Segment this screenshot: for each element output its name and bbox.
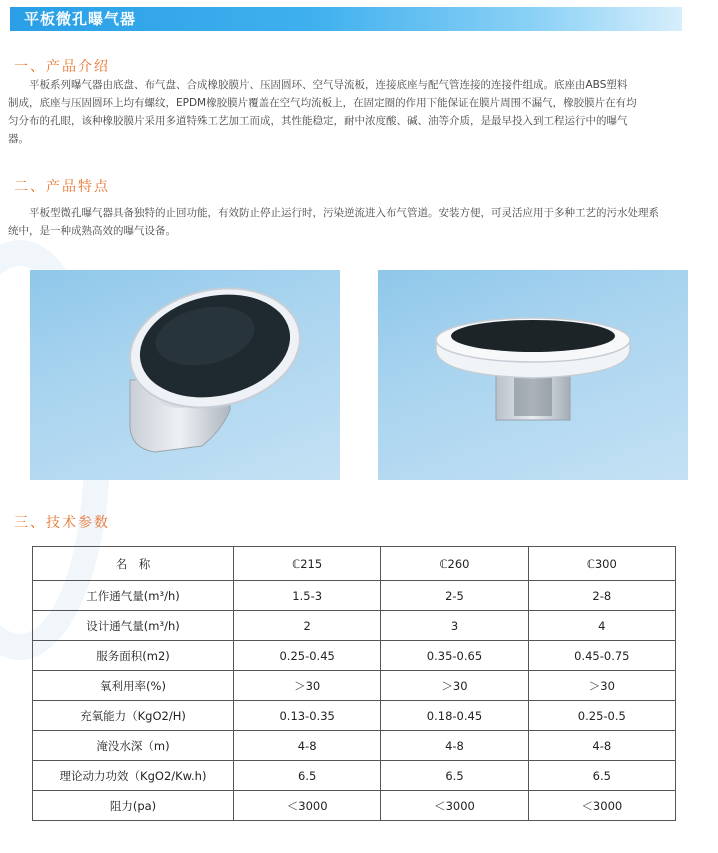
intro-line: 制成，底座与压固圆环上均有螺纹，EPDM橡胶膜片覆盖在空气均流板上，在固定圈的作用下能保证在膜片周围不漏气，橡胶膜片在有均: [8, 97, 637, 109]
spec-value-cell: 1.5-3: [234, 581, 381, 611]
features-paragraph: [8, 204, 698, 240]
spec-label-cell: 理论动力功效（KgO2/Kw.h): [33, 761, 234, 791]
spec-header-cell: ℂ215: [234, 547, 381, 581]
intro-paragraph: [8, 76, 698, 148]
spec-table: [32, 546, 676, 821]
spec-value-cell: 2-8: [528, 581, 675, 611]
spec-value-cell: ＜3000: [234, 791, 381, 821]
intro-line: 平板系列曝气器由底盘、布气盘、合成橡胶膜片、压固圆环、空气导流板，连接底座与配气管连接的连接件组成。底座由ABS塑料: [29, 79, 628, 91]
spec-label-cell: 淹没水深（m): [33, 731, 234, 761]
features-line: 平板型微孔曝气器具备独特的止回功能，有效防止停止运行时，污染逆流进入布气管道。安装方便，可灵活应用于多种工艺的污水处理系: [29, 207, 659, 219]
spec-value-cell: 3: [381, 611, 528, 641]
section-heading-features: 二、产品特点: [14, 179, 110, 195]
spec-header-cell: ℂ260: [381, 547, 528, 581]
table-row: [33, 641, 676, 671]
table-row: [33, 791, 676, 821]
spec-value-cell: 0.18-0.45: [381, 701, 528, 731]
spec-label-cell: 阻力(pa): [33, 791, 234, 821]
aerator-disc-photo-side: [378, 270, 688, 480]
table-row: [33, 611, 676, 641]
spec-value-cell: ＜3000: [528, 791, 675, 821]
section-heading-intro: 一、产品介绍: [14, 59, 110, 75]
spec-value-cell: 2: [234, 611, 381, 641]
section-heading-specs: 三、技术参数: [14, 515, 110, 531]
spec-header-cell: 名 称: [33, 547, 234, 581]
aerator-disc-angled-icon: [30, 270, 340, 480]
spec-value-cell: 6.5: [234, 761, 381, 791]
table-row: [33, 581, 676, 611]
spec-label-cell: 充氧能力（KgO2/H): [33, 701, 234, 731]
spec-value-cell: 6.5: [381, 761, 528, 791]
spec-value-cell: 4: [528, 611, 675, 641]
spec-value-cell: 0.45-0.75: [528, 641, 675, 671]
spec-value-cell: 0.25-0.5: [528, 701, 675, 731]
spec-label-cell: 氧利用率(%): [33, 671, 234, 701]
spec-value-cell: 0.13-0.35: [234, 701, 381, 731]
title-bar: [0, 0, 718, 36]
aerator-disc-side-icon: [378, 270, 688, 480]
features-line: 统中，是一种成熟高效的曝气设备。: [8, 225, 176, 237]
spec-value-cell: 0.35-0.65: [381, 641, 528, 671]
spec-value-cell: 4-8: [234, 731, 381, 761]
table-row: [33, 701, 676, 731]
intro-line: 器。: [8, 133, 29, 145]
table-row: [33, 761, 676, 791]
table-row: [33, 731, 676, 761]
intro-line: 匀分布的孔眼，该种橡胶膜片采用多道特殊工艺加工而成，其性能稳定，耐中浓度酸、碱、油等介质，是最早投入到工程运行中的曝气: [8, 115, 628, 127]
spec-value-cell: 4-8: [381, 731, 528, 761]
spec-value-cell: 2-5: [381, 581, 528, 611]
spec-value-cell: ＜3000: [381, 791, 528, 821]
aerator-disc-photo-angled: [30, 270, 340, 480]
spec-label-cell: 服务面积(m2): [33, 641, 234, 671]
spec-value-cell: 6.5: [528, 761, 675, 791]
spec-value-cell: ＞30: [528, 671, 675, 701]
spec-label-cell: 设计通气量(m³/h): [33, 611, 234, 641]
spec-value-cell: 0.25-0.45: [234, 641, 381, 671]
spec-value-cell: ＞30: [234, 671, 381, 701]
table-row: [33, 671, 676, 701]
page-title: 平板微孔曝气器: [24, 10, 137, 28]
spec-label-cell: 工作通气量(m³/h): [33, 581, 234, 611]
spec-value-cell: 4-8: [528, 731, 675, 761]
spec-header-cell: ℂ300: [528, 547, 675, 581]
spec-value-cell: ＞30: [381, 671, 528, 701]
spec-table-header-row: [33, 547, 676, 581]
